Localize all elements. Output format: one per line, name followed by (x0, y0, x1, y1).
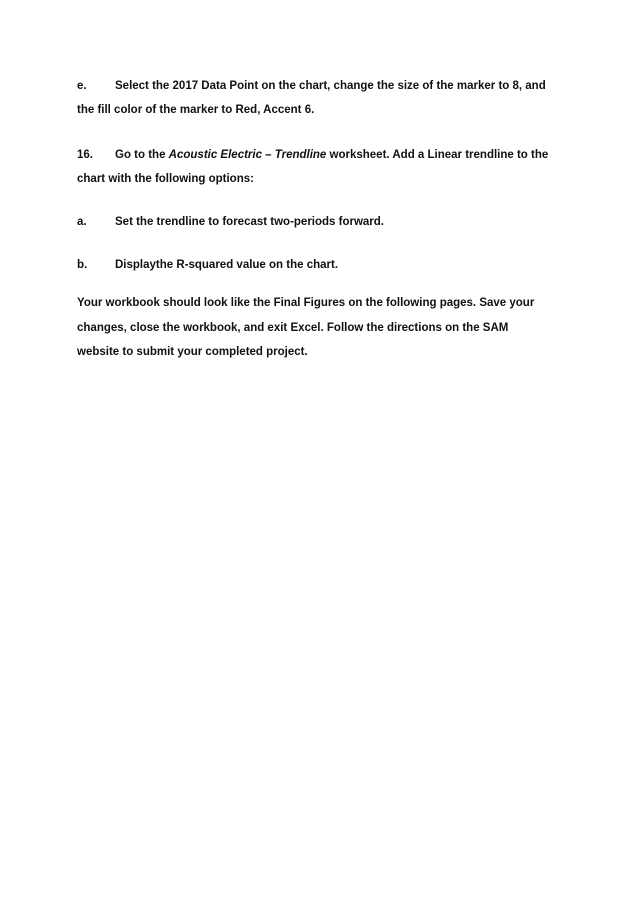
step-b-text: Displaythe R-squared value on the chart. (115, 259, 339, 271)
closing-line-1 (77, 296, 534, 310)
step-a-marker: a. (77, 216, 87, 228)
step-16-worksheet-name: Acoustic Electric – Trendline (168, 149, 327, 161)
step-e-line-2 (77, 103, 314, 117)
step-b-marker: b. (77, 259, 88, 271)
closing-text-2: changes, close the workbook, and exit Excel. Follow the directions on the SAM (77, 322, 509, 334)
step-16-text-continued: chart with the following options: (77, 173, 254, 185)
step-16-line-2 (77, 172, 254, 186)
step-e-text: Select the 2017 Data Point on the chart, change the size of the marker to 8, and (115, 80, 546, 92)
step-e-line-1 (77, 79, 546, 93)
step-a-line (77, 215, 384, 229)
step-b-line (77, 258, 338, 272)
step-16-line-1 (77, 148, 548, 162)
step-a-text: Set the trendline to forecast two-periods forward. (115, 216, 385, 228)
step-16-text-post: worksheet. Add a Linear trendline to the (326, 149, 549, 161)
closing-line-2 (77, 321, 508, 335)
closing-line-3 (77, 345, 308, 359)
step-16-text-pre: Go to the (115, 149, 169, 161)
closing-text-3: website to submit your completed project. (77, 346, 308, 358)
step-e-text-continued: the fill color of the marker to Red, Accent 6. (77, 104, 315, 116)
step-16-marker: 16. (77, 149, 93, 161)
step-e-marker: e. (77, 80, 87, 92)
closing-text-1: Your workbook should look like the Final Figures on the following pages. Save your (77, 297, 535, 309)
